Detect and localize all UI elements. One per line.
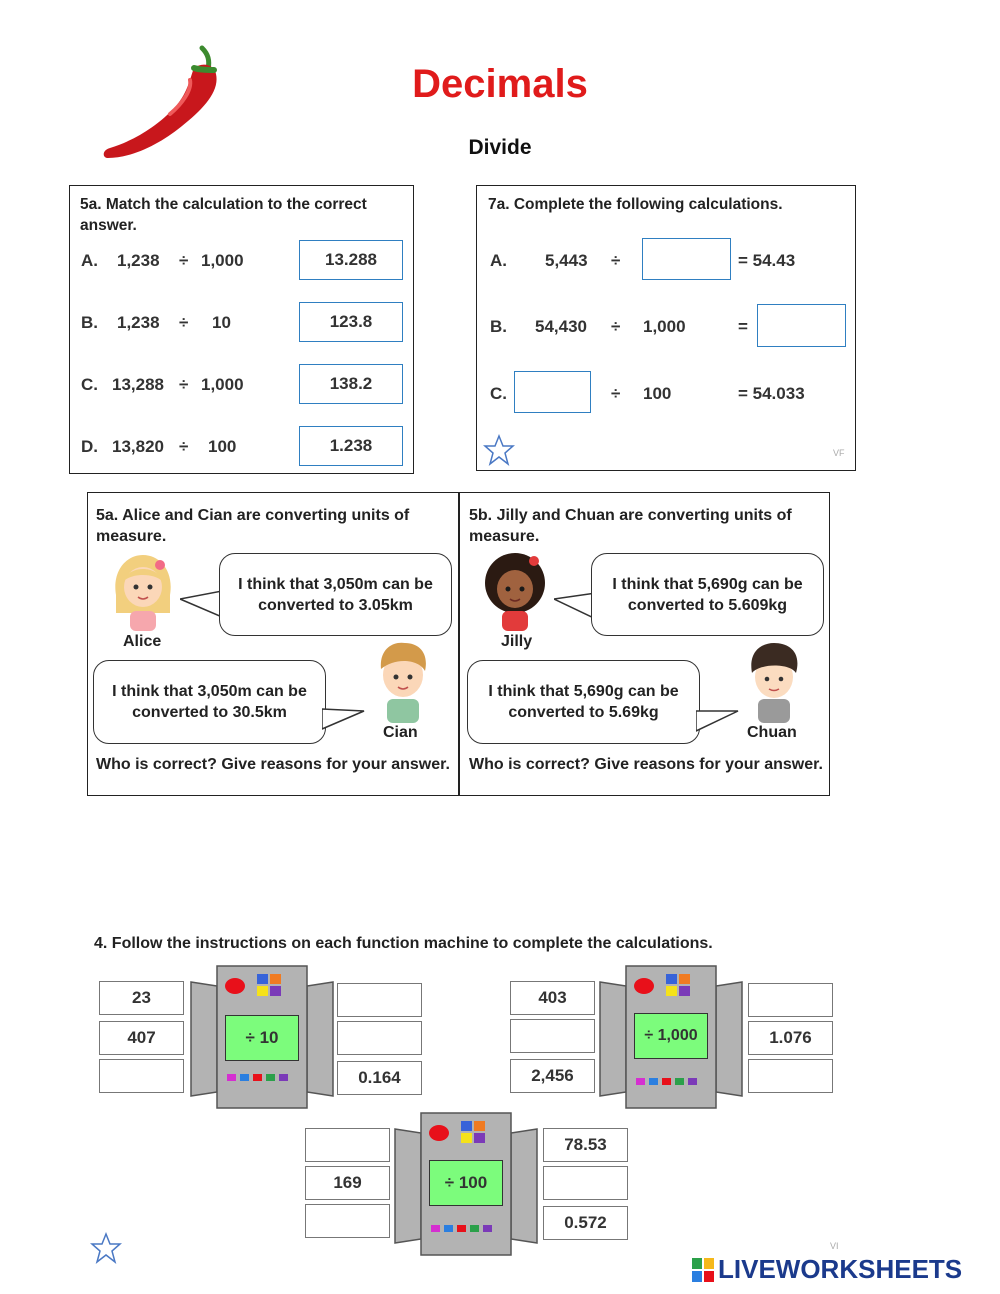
m2-input-2[interactable] — [510, 1019, 595, 1053]
m1-screen: ÷ 10 — [225, 1015, 299, 1061]
complete-div-b: 1,000 — [643, 317, 686, 336]
complete-label-a: A. — [490, 251, 507, 270]
match-div-c: 1,000 — [201, 375, 244, 394]
m3-input-2[interactable]: 169 — [305, 1166, 390, 1200]
match-heading: 5a. Match the calculation to the correct answer. — [80, 196, 367, 234]
match-answer-c[interactable]: 138.2 — [299, 364, 403, 404]
reasoning-box — [87, 492, 830, 796]
footer-mark: VI — [830, 1241, 839, 1251]
m3-output-1[interactable]: 78.53 — [543, 1128, 628, 1162]
page-subtitle: Divide — [468, 136, 532, 159]
match-answer-a[interactable]: 13.288 — [299, 240, 403, 280]
complete-num-b: 54,430 — [535, 317, 587, 336]
q5a-bubble-1: I think that 3,050m can be converted to 3.05km — [219, 553, 452, 636]
complete-answer-a: = 54.43 — [738, 251, 796, 270]
complete-label-b: B. — [490, 317, 507, 336]
q5b-heading: 5b. Jilly and Chuan are converting units of measure. — [469, 507, 792, 545]
match-label-a: A. — [81, 251, 98, 270]
q5b-bubble-1: I think that 5,690g can be converted to 5.609kg — [591, 553, 824, 636]
match-answer-b[interactable]: 123.8 — [299, 302, 403, 342]
complete-op-a: ÷ — [611, 251, 621, 270]
complete-heading: 7a. Complete the following calculations. — [488, 196, 783, 213]
match-label-b: B. — [81, 313, 98, 332]
match-op-a: ÷ — [179, 251, 189, 270]
m1-output-1[interactable] — [337, 983, 422, 1017]
match-rows — [70, 186, 413, 473]
m3-input-3[interactable] — [305, 1204, 390, 1238]
m3-output-3[interactable]: 0.572 — [543, 1206, 628, 1240]
m1-input-3[interactable] — [99, 1059, 184, 1093]
function-machine-2 — [510, 964, 833, 1110]
m3-output-2[interactable] — [543, 1166, 628, 1200]
complete-input-b[interactable] — [757, 304, 846, 347]
cian-avatar — [373, 639, 433, 727]
star-icon-bottom — [90, 1232, 122, 1264]
m2-input-1[interactable]: 403 — [510, 981, 595, 1015]
m1-output-3[interactable]: 0.164 — [337, 1061, 422, 1095]
bubble-tail-4 — [696, 707, 740, 737]
m2-output-1[interactable] — [748, 983, 833, 1017]
complete-mark: VF — [833, 448, 845, 458]
m1-output-2[interactable] — [337, 1021, 422, 1055]
cian-name: Cian — [383, 724, 418, 741]
alice-avatar — [110, 551, 176, 633]
m1-input-2[interactable]: 407 — [99, 1021, 184, 1055]
match-num-d: 13,820 — [112, 437, 164, 456]
alice-name: Alice — [123, 633, 162, 650]
bubble-tail-1 — [180, 587, 224, 631]
match-op-b: ÷ — [179, 313, 189, 332]
match-box — [69, 185, 414, 474]
match-label-c: C. — [81, 375, 98, 394]
q4-heading: 4. Follow the instructions on each function machine to complete the calculations. — [94, 935, 713, 952]
match-div-b: 10 — [212, 313, 231, 332]
complete-op-b: ÷ — [611, 317, 621, 336]
complete-answer-c: = 54.033 — [738, 384, 805, 403]
m2-screen: ÷ 1,000 — [634, 1013, 708, 1059]
complete-num-a: 5,443 — [545, 251, 588, 270]
match-op-d: ÷ — [179, 437, 189, 456]
q5a-heading: 5a. Alice and Cian are converting units of measure. — [96, 507, 410, 545]
match-answer-d[interactable]: 1.238 — [299, 426, 403, 466]
star-icon — [483, 434, 515, 466]
brand-text: LIVEWORKSHEETS — [718, 1254, 963, 1284]
complete-box — [476, 185, 856, 471]
complete-eq-b: = — [738, 317, 748, 336]
jilly-avatar — [482, 551, 548, 633]
page-title: Decimals — [412, 62, 588, 106]
m1-input-1[interactable]: 23 — [99, 981, 184, 1015]
complete-input-c[interactable] — [514, 371, 591, 413]
m2-output-2[interactable]: 1.076 — [748, 1021, 833, 1055]
chuan-name: Chuan — [747, 724, 797, 741]
match-label-d: D. — [81, 437, 98, 456]
m3-screen: ÷ 100 — [429, 1160, 503, 1206]
complete-input-a[interactable] — [642, 238, 731, 280]
complete-label-c: C. — [490, 384, 507, 403]
m3-input-1[interactable] — [305, 1128, 390, 1162]
q5b-bubble-2: I think that 5,690g can be converted to 5.69kg — [467, 660, 700, 744]
chuan-avatar — [744, 641, 804, 727]
match-div-d: 100 — [208, 437, 237, 456]
match-num-c: 13,288 — [112, 375, 164, 394]
m2-input-3[interactable]: 2,456 — [510, 1059, 595, 1093]
jilly-name: Jilly — [501, 633, 533, 650]
bubble-tail-2 — [322, 703, 366, 733]
match-num-a: 1,238 — [117, 251, 160, 270]
q5a-question: Who is correct? Give reasons for your answer. — [96, 756, 450, 773]
function-machine-3 — [305, 1111, 628, 1257]
complete-div-c: 100 — [643, 384, 672, 403]
function-machine-1 — [99, 964, 422, 1110]
complete-op-c: ÷ — [611, 384, 621, 403]
liveworksheets-logo — [692, 1256, 992, 1284]
match-div-a: 1,000 — [201, 251, 244, 270]
q5a-bubble-2: I think that 3,050m can be converted to 30.5km — [93, 660, 326, 744]
match-op-c: ÷ — [179, 375, 189, 394]
logo-blocks-icon — [692, 1258, 714, 1282]
m2-output-3[interactable] — [748, 1059, 833, 1093]
match-num-b: 1,238 — [117, 313, 160, 332]
reasoning-divider — [458, 493, 460, 795]
q5b-question: Who is correct? Give reasons for your answer. — [469, 756, 823, 773]
